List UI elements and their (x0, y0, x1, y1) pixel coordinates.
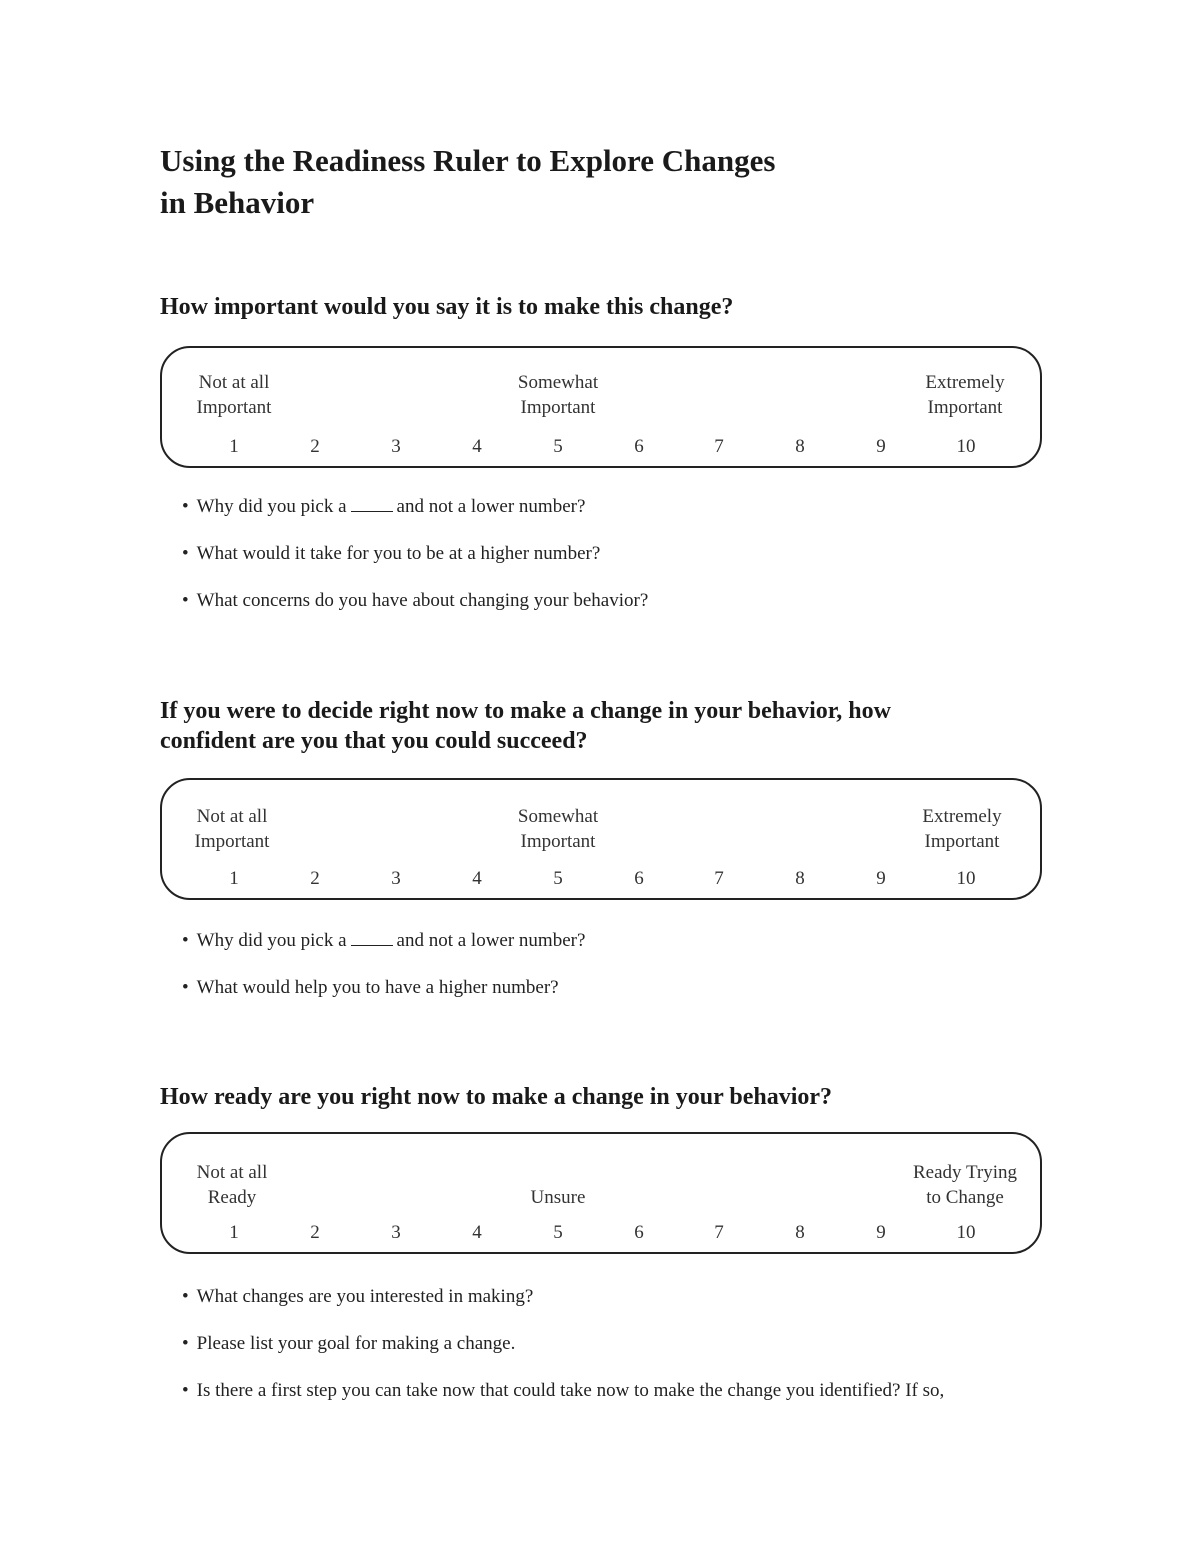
ruler-number[interactable]: 2 (310, 868, 320, 889)
readiness-prompts (182, 1284, 944, 1425)
confidence-ruler (160, 778, 1042, 900)
list-item: • What would it take for you to be at a higher number? (182, 541, 648, 588)
ruler-anchor-middle (518, 804, 598, 854)
ruler-number[interactable]: 7 (714, 1222, 724, 1243)
ruler-number[interactable]: 4 (472, 1222, 482, 1243)
importance-prompts (182, 494, 648, 635)
importance-question-heading: How important would you say it is to make this change? (160, 294, 734, 320)
list-item: • What concerns do you have about changing your behavior? (182, 588, 648, 635)
ruler-number[interactable]: 8 (795, 1222, 805, 1243)
ruler-number[interactable]: 5 (553, 868, 563, 889)
prompt-text: and not a lower number? (396, 930, 586, 951)
ruler-number[interactable]: 1 (229, 1222, 239, 1243)
confidence-prompts (182, 928, 585, 1022)
ruler-number[interactable]: 4 (472, 436, 482, 457)
confidence-question-heading (160, 696, 891, 756)
anchor-text: to Change (926, 1187, 1004, 1208)
readiness-ruler (160, 1132, 1042, 1254)
page-title-line-1: Using the Readiness Ruler to Explore Changes (160, 143, 776, 178)
ruler-number[interactable]: 6 (634, 1222, 644, 1243)
ruler-number[interactable]: 9 (876, 868, 886, 889)
ruler-anchor-right (922, 804, 1001, 854)
ruler-anchor-right (913, 1160, 1017, 1210)
ruler-number[interactable]: 9 (876, 436, 886, 457)
anchor-text: Important (520, 831, 596, 852)
anchor-text: Important (520, 397, 596, 418)
ruler-number[interactable]: 1 (229, 868, 239, 889)
anchor-text: Important (194, 831, 270, 852)
anchor-text: Extremely (922, 806, 1002, 827)
readiness-question-heading: How ready are you right now to make a change in your behavior? (160, 1084, 833, 1110)
anchor-text: Ready (207, 1187, 257, 1208)
anchor-text: Somewhat (517, 806, 599, 827)
ruler-number[interactable]: 7 (714, 436, 724, 457)
heading-line: If you were to decide right now to make a change in your behavior, how (160, 698, 891, 724)
ruler-number[interactable]: 2 (310, 1222, 320, 1243)
ruler-number[interactable]: 1 (229, 436, 239, 457)
ruler-number[interactable]: 8 (795, 436, 805, 457)
ruler-number[interactable]: 2 (310, 436, 320, 457)
ruler-anchor-left (195, 804, 270, 854)
ruler-number[interactable]: 9 (876, 1222, 886, 1243)
ruler-number[interactable]: 3 (391, 868, 401, 889)
prompt-text: Why did you pick a (196, 930, 347, 951)
list-item (182, 494, 648, 541)
anchor-text: Extremely (925, 372, 1005, 393)
ruler-number[interactable]: 10 (956, 1222, 976, 1243)
answer-blank (351, 929, 393, 946)
list-item (182, 928, 585, 975)
anchor-text: Not at all (196, 1162, 268, 1183)
list-item: • Is there a first step you can take now that could take now to make the change you identified? If so, (182, 1378, 944, 1425)
prompt-text: and not a lower number? (396, 496, 586, 517)
importance-ruler (160, 346, 1042, 468)
ruler-number[interactable]: 10 (956, 436, 976, 457)
ruler-anchor-middle (518, 370, 598, 420)
ruler-number[interactable]: 10 (956, 868, 976, 889)
page-title-line-2: in Behavior (160, 185, 315, 220)
ruler-number[interactable]: 7 (714, 868, 724, 889)
anchor-text: Important (927, 397, 1003, 418)
ruler-anchor-left (197, 370, 272, 420)
page-title (160, 140, 775, 224)
ruler-number[interactable]: 8 (795, 868, 805, 889)
heading-line: confident are you that you could succeed? (160, 728, 588, 754)
ruler-number[interactable]: 5 (553, 436, 563, 457)
prompt-text: Why did you pick a (196, 496, 347, 517)
ruler-anchor-left (197, 1160, 268, 1210)
anchor-text: Important (196, 397, 272, 418)
anchor-text: Important (924, 831, 1000, 852)
anchor-text: Somewhat (517, 372, 599, 393)
list-item: • What would help you to have a higher number? (182, 975, 585, 1022)
ruler-number[interactable]: 3 (391, 436, 401, 457)
ruler-anchor-middle (531, 1185, 586, 1210)
list-item: • What changes are you interested in making? (182, 1284, 944, 1331)
answer-blank (351, 495, 393, 512)
list-item: • Please list your goal for making a change. (182, 1331, 944, 1378)
ruler-number[interactable]: 3 (391, 1222, 401, 1243)
anchor-text: Ready Trying (913, 1162, 1017, 1183)
anchor-text: Unsure (530, 1187, 586, 1208)
anchor-text: Not at all (196, 806, 268, 827)
ruler-number[interactable]: 6 (634, 436, 644, 457)
ruler-number[interactable]: 6 (634, 868, 644, 889)
ruler-number[interactable]: 5 (553, 1222, 563, 1243)
ruler-number[interactable]: 4 (472, 868, 482, 889)
anchor-text: Not at all (198, 372, 270, 393)
ruler-anchor-right (925, 370, 1004, 420)
